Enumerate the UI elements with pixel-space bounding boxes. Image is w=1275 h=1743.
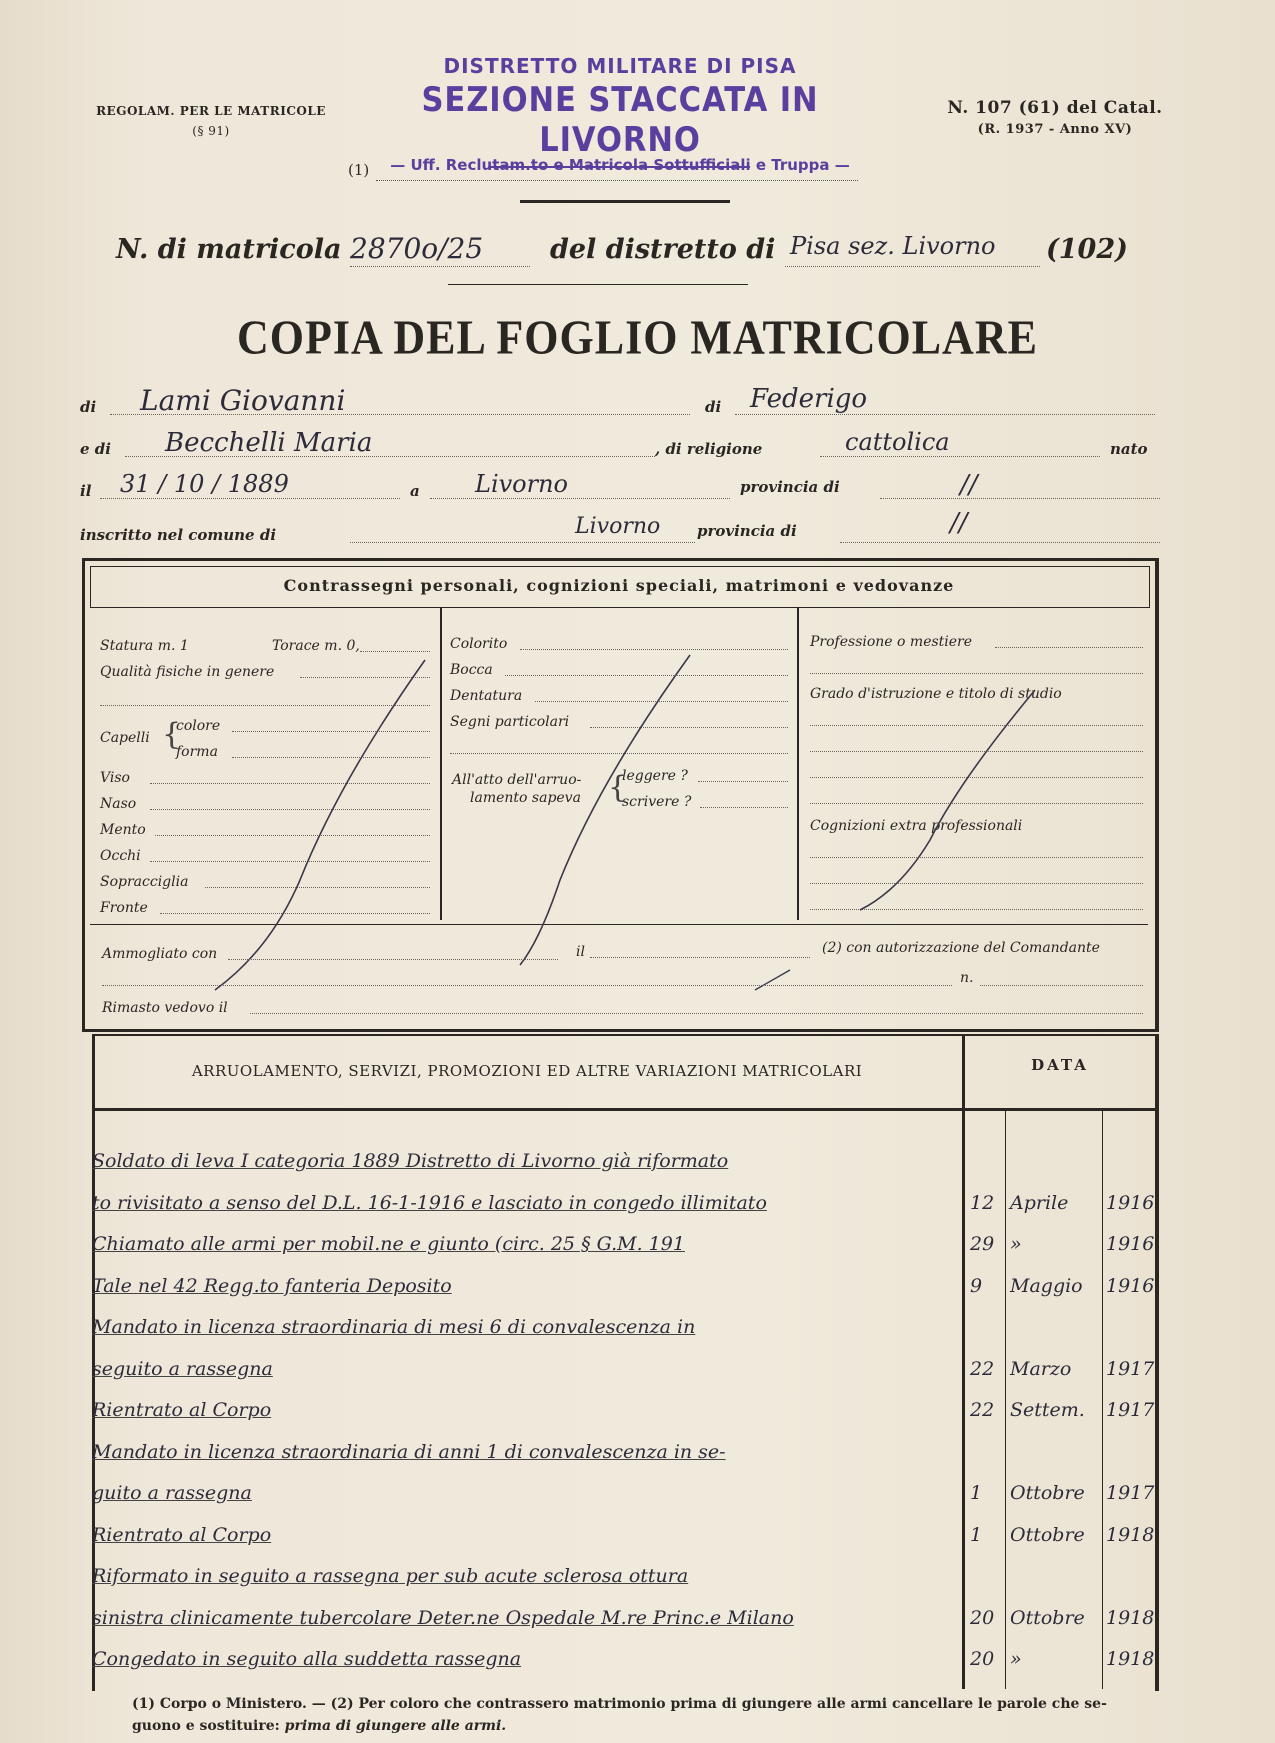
- service-entry-year: 1917: [1106, 1399, 1155, 1421]
- married-date-label: il: [576, 944, 585, 960]
- religion-value: cattolica: [845, 428, 950, 456]
- strike-line-col1: [215, 660, 425, 990]
- contrassegni-heading: Contrassegni personali, cognizioni speciali, matrimoni e vedovanze: [283, 576, 955, 595]
- service-entry-text: Soldato di leva I categoria 1889 Distretto di Livorno già riformato: [92, 1150, 729, 1172]
- service-entry-text: to rivisitato a senso del D.L. 16-1-1916 e lasciato in congedo illimitato: [92, 1191, 767, 1214]
- strike-line-marriage: [755, 970, 790, 990]
- service-entry-day: 22: [970, 1357, 995, 1380]
- footnote-line2-text: guono e sostituire:: [132, 1718, 285, 1734]
- widowed-dots: [250, 1013, 1143, 1014]
- hair-color-label: colore: [176, 718, 221, 734]
- service-entry-text: Rientrato al Corpo: [92, 1399, 272, 1421]
- birth-date: 31 / 10 / 1889: [120, 470, 289, 498]
- service-entry-month: Maggio: [1010, 1274, 1083, 1297]
- read-label: leggere ?: [622, 768, 688, 784]
- service-entry-text: Rientrato al Corpo: [92, 1523, 272, 1546]
- district-value: Pisa sez. Livorno: [790, 232, 996, 260]
- footnote-line2: [132, 1718, 506, 1734]
- service-entry-text: Mandato in licenza straordinaria di anni 1 di convalescenza in se-: [92, 1440, 726, 1463]
- catalog-line1: N. 107 (61) del Catal.: [947, 98, 1163, 118]
- service-entry-text: seguito a rassegna: [92, 1357, 273, 1380]
- service-entry-text: Congedato in seguito alla suddetta rassegna: [92, 1648, 522, 1670]
- service-entry-text: Tale nel 42 Regg.to fanteria Deposito: [92, 1274, 452, 1297]
- married-dots: [228, 959, 558, 960]
- services-heading: ARRUOLAMENTO, SERVIZI, PROMOZIONI ED ALTRE VARIAZIONI MATRICOLARI: [191, 1062, 863, 1080]
- service-entry-month: Ottobre: [1010, 1606, 1085, 1629]
- service-entry-month: Ottobre: [1010, 1523, 1085, 1546]
- service-entry-text: Riformato in seguito a rassegna per sub acute sclerosa ottura: [92, 1565, 689, 1587]
- hair-brace: {: [162, 717, 182, 752]
- service-entry-year: 1916: [1106, 1191, 1155, 1214]
- service-entry-month: »: [1010, 1648, 1022, 1670]
- services-heading-rule: [92, 1108, 1155, 1111]
- authorization-dots: [102, 985, 952, 986]
- province-value: //: [960, 470, 978, 500]
- service-entry-year: 1918: [1106, 1523, 1155, 1546]
- service-entry-month: Aprile: [1010, 1191, 1069, 1214]
- forehead-label: Fronte: [100, 900, 148, 916]
- service-entry-day: 20: [970, 1606, 995, 1629]
- enlistment-label-2: lamento sapeva: [470, 790, 581, 806]
- service-entry-text: Mandato in licenza straordinaria di mesi 6 di convalescenza in: [92, 1316, 696, 1338]
- father-label: di: [705, 398, 722, 416]
- marks-label: Segni particolari: [450, 714, 570, 730]
- strike-line-col3: [860, 690, 1035, 910]
- authorization-number-label: n.: [960, 970, 974, 986]
- chin-label: Mento: [100, 822, 146, 838]
- height-label: Statura m. 1: [100, 638, 189, 654]
- service-entry-month: »: [1010, 1233, 1022, 1255]
- stamp-line2: SEZIONE STACCATA IN LIVORNO: [421, 80, 819, 160]
- chest-label: Torace m. 0,: [272, 638, 360, 654]
- service-entry-day: 1: [970, 1482, 983, 1504]
- service-entry-year: 1917: [1106, 1357, 1155, 1380]
- services-date-divider: [962, 1034, 965, 1689]
- service-entry-month: Ottobre: [1010, 1482, 1085, 1504]
- mother-name: Becchelli Maria: [165, 428, 373, 458]
- widowed-label: Rimasto vedovo il: [102, 1000, 228, 1016]
- strike-line-col2: [520, 655, 690, 965]
- service-entry-year: 1917: [1106, 1482, 1155, 1504]
- document-title: COPIA DEL FOGLIO MATRICOLARE: [237, 310, 1038, 365]
- mother-label: e di: [80, 440, 111, 458]
- footnote-line2-italic: prima di giungere alle armi.: [284, 1718, 507, 1734]
- matricola-label: N. di matricola: [116, 234, 342, 265]
- literacy-brace: {: [608, 770, 628, 805]
- service-entry-day: 22: [970, 1399, 995, 1421]
- service-entry-day: 12: [970, 1191, 995, 1214]
- matricola-value: 2870o/25: [350, 232, 484, 265]
- authorization-number-dots: [980, 985, 1143, 986]
- profession-label: Professione o mestiere: [810, 634, 973, 650]
- education-label: Grado d'istruzione e titolo di studio: [810, 686, 1062, 702]
- regulation-line2: (§ 91): [192, 124, 230, 138]
- service-entry-day: 9: [970, 1274, 983, 1297]
- corps-footnote-ref: (1): [348, 161, 370, 179]
- service-entry-day: 20: [970, 1648, 995, 1670]
- father-name: Federigo: [750, 384, 868, 414]
- birth-place: Livorno: [475, 470, 568, 498]
- name-label: di: [80, 398, 97, 416]
- hair-form-label: forma: [176, 744, 218, 760]
- born-label: nato: [1110, 440, 1148, 458]
- comune-value: Livorno: [575, 514, 661, 539]
- stamp-line1: DISTRETTO MILITARE DI PISA: [443, 54, 797, 78]
- birthplace-label: a: [410, 482, 420, 500]
- mouth-label: Bocca: [450, 662, 493, 678]
- eyes-label: Occhi: [100, 848, 141, 864]
- province-label: provincia di: [740, 478, 840, 496]
- physical-qualities-label: Qualità fisiche in genere: [100, 664, 275, 680]
- province2-value: //: [950, 508, 968, 538]
- footnote-line1: (1) Corpo o Ministero. — (2) Per coloro che contrassero matrimonio prima di giungere alle armi cancellare le parole che se-: [132, 1696, 1107, 1712]
- service-entry-text: sinistra clinicamente tubercolare Deter.ne Ospedale M.re Princ.e Milano: [92, 1606, 794, 1629]
- comune-label: inscritto nel comune di: [80, 526, 277, 544]
- service-entry-year: 1918: [1106, 1606, 1155, 1629]
- religion-label: , di religione: [655, 440, 763, 458]
- date-col-divider-2: [1102, 1111, 1103, 1689]
- enlistment-label-1: All'atto dell'arruo-: [452, 772, 582, 788]
- face-label: Viso: [100, 770, 130, 786]
- service-entry-year: 1916: [1106, 1274, 1155, 1297]
- province2-label: provincia di: [697, 522, 797, 540]
- complexion-label: Colorito: [450, 636, 508, 652]
- date-heading: DATA: [1031, 1056, 1089, 1074]
- nose-label: Naso: [100, 796, 137, 812]
- catalog-line2: (R. 1937 - Anno XV): [977, 122, 1133, 137]
- service-entry-text: guito a rassegna: [92, 1482, 252, 1504]
- eyebrows-label: Sopracciglia: [100, 874, 189, 890]
- service-entry-day: 29: [970, 1233, 995, 1255]
- teeth-label: Dentatura: [450, 688, 523, 704]
- hair-label: Capelli: [100, 730, 150, 746]
- birthdate-label: il: [80, 482, 92, 500]
- district-label: del distretto di: [550, 234, 776, 265]
- stamp-line3: — Uff. Reclutam.to e Matricola Sottufficiali e Truppa —: [390, 156, 850, 174]
- soldier-name: Lami Giovanni: [140, 384, 346, 417]
- married-label: Ammogliato con: [102, 946, 218, 962]
- service-entry-day: 1: [970, 1523, 983, 1546]
- married-date-dots: [590, 957, 810, 958]
- write-label: scrivere ?: [622, 794, 692, 810]
- service-entry-year: 1916: [1106, 1233, 1155, 1255]
- date-col-divider-1: [1005, 1111, 1006, 1689]
- service-entry-month: Marzo: [1010, 1357, 1072, 1380]
- district-code: (102): [1046, 234, 1128, 265]
- authorization-label: (2) con autorizzazione del Comandante: [822, 940, 1100, 956]
- extra-skills-label: Cognizioni extra professionali: [810, 818, 1023, 834]
- service-entry-year: 1918: [1106, 1648, 1155, 1670]
- service-entry-text: Chiamato alle armi per mobil.ne e giunto (circ. 25 § G.M. 191: [92, 1233, 685, 1255]
- regulation-line1: REGOLAM. PER LE MATRICOLE: [96, 104, 326, 118]
- service-entry-month: Settem.: [1010, 1399, 1085, 1421]
